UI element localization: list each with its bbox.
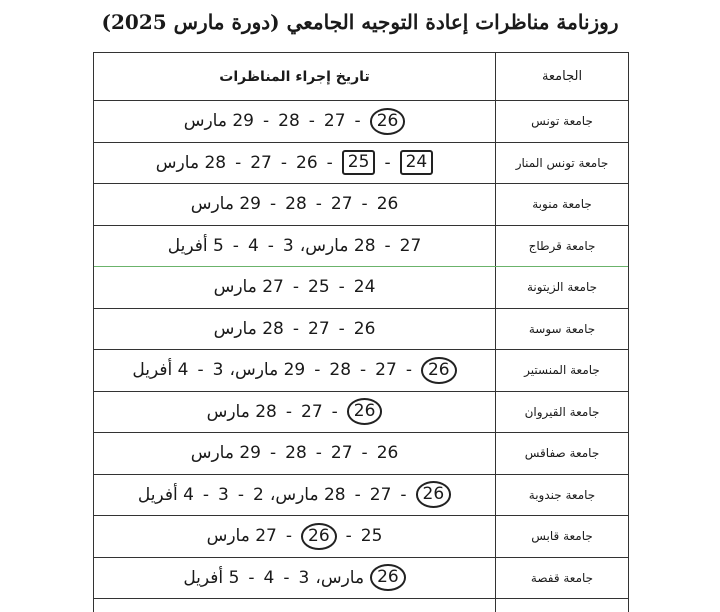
date-separator: - — [202, 484, 210, 505]
exam-dates — [94, 143, 495, 184]
university-name: جامعة قرطاج — [528, 238, 596, 253]
date-token: 28 — [285, 443, 307, 464]
date-separator: - — [237, 484, 245, 505]
exam-dates — [94, 267, 495, 308]
exam-dates — [94, 433, 495, 474]
date-token: 27 — [369, 484, 392, 505]
university-name: جامعة جندوبة — [528, 487, 596, 502]
date-separator: - — [400, 484, 407, 505]
date-separator: - — [280, 152, 288, 173]
university-name: جامعة صفاقس — [524, 446, 600, 461]
date-separator: - — [326, 152, 333, 173]
date-token: 28 مارس — [155, 152, 227, 173]
date-token: 27 — [301, 401, 323, 422]
table-row — [94, 392, 628, 434]
date-token: 26 — [376, 443, 399, 464]
university-name: جامعة تونس المنار — [515, 155, 609, 170]
date-separator: - — [248, 567, 255, 588]
date-token: 29 مارس — [190, 194, 261, 215]
date-token: 4 أفريل — [137, 484, 194, 505]
date-separator: - — [361, 443, 368, 464]
date-token: 26 — [353, 318, 376, 339]
date-separator: - — [315, 194, 322, 215]
university-name: جامعة سوسة — [528, 321, 596, 336]
date-separator: - — [360, 360, 367, 381]
exam-dates — [94, 558, 495, 599]
university-name: جامعة قفصة — [530, 570, 594, 585]
table-header-row — [94, 53, 628, 101]
date-token: 29 مارس — [183, 111, 254, 132]
date-separator: - — [354, 111, 361, 132]
date-token: 27 — [330, 443, 353, 464]
exam-dates — [94, 309, 495, 350]
university-name: جامعة الزيتونة — [526, 280, 598, 295]
table-row — [94, 475, 628, 517]
date-separator: - — [405, 360, 412, 381]
date-token: 27 — [250, 152, 272, 173]
table-row — [94, 184, 628, 226]
exam-dates — [94, 350, 495, 391]
table-row — [94, 516, 628, 558]
circled-date: 26 — [347, 398, 383, 425]
date-token: 28 مارس — [206, 401, 277, 422]
header-dates: تاريخ إجراء المناظرات — [219, 68, 370, 85]
university-name: جامعة قابس — [531, 529, 593, 544]
date-token: 26 — [296, 152, 318, 173]
date-separator: - — [361, 194, 368, 215]
date-token: 3 — [218, 484, 229, 505]
date-separator: - — [262, 111, 270, 132]
exam-dates — [94, 226, 495, 267]
date-token: 3 — [212, 360, 224, 381]
date-separator: - — [269, 194, 277, 215]
date-token: 2 — [253, 484, 264, 505]
date-token: 28 مارس، — [299, 235, 376, 256]
date-separator: - — [269, 443, 277, 464]
date-separator: - — [384, 152, 391, 173]
circled-date: 26 — [421, 357, 457, 384]
date-separator: - — [292, 277, 300, 298]
circled-date: 26 — [370, 108, 406, 135]
date-separator: - — [338, 277, 345, 298]
date-separator: - — [345, 526, 352, 547]
date-token: 27 — [375, 360, 397, 381]
date-token: 5 أفريل — [183, 567, 240, 588]
circled-date: 26 — [301, 523, 337, 550]
date-token: 28 — [329, 360, 352, 381]
date-separator: - — [197, 360, 204, 381]
schedule-table — [93, 52, 629, 612]
date-token: 27 — [323, 111, 346, 132]
university-name: جامعة المنستير — [524, 363, 600, 378]
university-name: جامعة القيروان — [524, 404, 600, 419]
boxed-date: 24 — [400, 150, 434, 175]
exam-dates — [94, 516, 495, 557]
circled-date: 26 — [370, 564, 406, 591]
date-separator: - — [285, 526, 293, 547]
table-row — [94, 101, 628, 143]
table-row — [94, 226, 628, 268]
date-token: 25 — [360, 526, 383, 547]
table-row — [94, 350, 628, 392]
date-token: 5 أفريل — [167, 235, 224, 256]
date-token: 4 — [263, 567, 275, 588]
exam-dates — [94, 184, 495, 225]
date-separator: - — [292, 318, 300, 339]
date-separator: - — [267, 235, 274, 256]
date-token: 28 — [278, 111, 300, 132]
date-token: 3 — [282, 235, 294, 256]
date-token: 27 مارس — [206, 526, 277, 547]
date-separator: - — [354, 484, 361, 505]
date-separator: - — [384, 235, 391, 256]
date-separator: - — [232, 235, 239, 256]
date-token: 27 — [330, 194, 353, 215]
circled-date: 26 — [416, 481, 452, 508]
date-token: 4 أفريل — [132, 360, 189, 381]
date-token: 3 — [298, 567, 310, 588]
date-separator: - — [338, 318, 345, 339]
date-separator: - — [331, 401, 338, 422]
date-token: 28 مارس، — [269, 484, 346, 505]
table-row — [94, 309, 628, 351]
date-token: 24 — [353, 277, 376, 298]
exam-dates — [94, 392, 495, 433]
date-token: 27 — [399, 235, 422, 256]
exam-dates — [94, 101, 495, 142]
date-separator: - — [285, 401, 293, 422]
exam-dates — [94, 475, 495, 516]
date-separator: - — [235, 152, 242, 173]
university-name: جامعة تونس — [531, 114, 593, 129]
header-university: الجامعة — [541, 69, 583, 84]
date-separator: - — [308, 111, 315, 132]
date-separator: - — [315, 443, 322, 464]
date-separator: - — [314, 360, 321, 381]
date-token: 28 مارس — [213, 318, 284, 339]
university-name: جامعة منوبة — [532, 197, 592, 212]
date-token: 25 — [308, 277, 330, 298]
date-token: مارس، — [315, 567, 365, 588]
date-token: 27 — [308, 318, 330, 339]
date-token: 29 مارس، — [229, 360, 306, 381]
date-token: 27 مارس — [213, 277, 284, 298]
table-row — [94, 143, 628, 185]
table-row — [94, 267, 628, 309]
date-token: 28 — [285, 194, 307, 215]
date-token: 26 — [376, 194, 399, 215]
table-row — [94, 433, 628, 475]
boxed-date: 25 — [342, 150, 376, 175]
date-token: 29 مارس — [190, 443, 261, 464]
document-title: روزنامة مناظرات إعادة التوجيه الجامعي (دورة مارس 2025) — [101, 10, 619, 34]
date-separator: - — [283, 567, 290, 588]
date-token: 4 — [247, 235, 259, 256]
table-row — [94, 558, 628, 600]
